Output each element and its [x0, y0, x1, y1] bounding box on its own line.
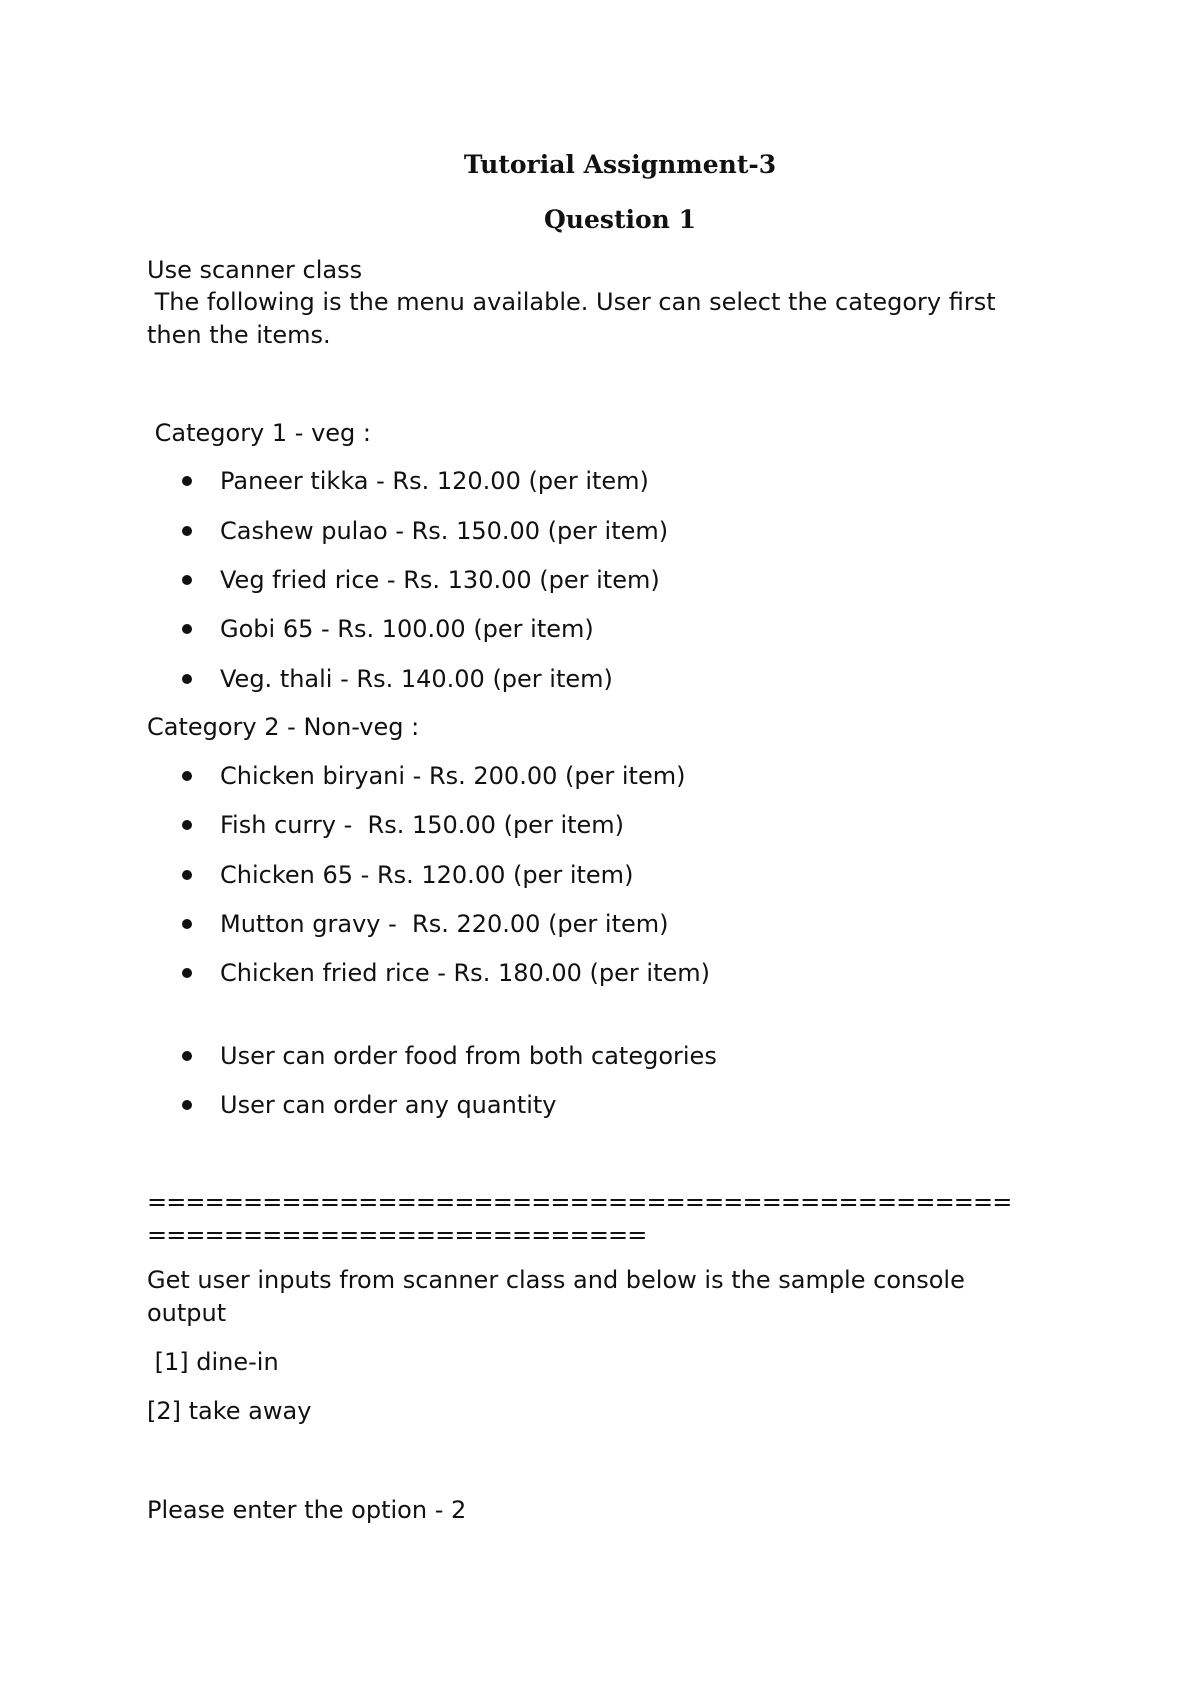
intro-line-3: then the items. [147, 321, 331, 349]
list-item: Veg fried rice - Rs. 130.00 (per item) [220, 566, 660, 594]
console-prompt: Please enter the option - 2 [147, 1496, 467, 1524]
list-item: Paneer tikka - Rs. 120.00 (per item) [220, 467, 649, 495]
intro-line-1: Use scanner class [147, 256, 363, 284]
list-item: Chicken fried rice - Rs. 180.00 (per item) [220, 959, 710, 987]
bullet-icon [182, 919, 192, 929]
separator-line-2: ========================== [147, 1221, 647, 1249]
bullet-icon [182, 771, 192, 781]
bullet-icon [182, 1100, 192, 1110]
category-1-label: Category 1 - veg : [147, 419, 371, 447]
console-option-1: [1] dine-in [147, 1348, 279, 1376]
list-item: Veg. thali - Rs. 140.00 (per item) [220, 665, 613, 693]
bullet-icon [182, 476, 192, 486]
bullet-icon [182, 820, 192, 830]
bullet-icon [182, 1051, 192, 1061]
list-item: Fish curry - Rs. 150.00 (per item) [220, 811, 625, 839]
bullet-icon [182, 575, 192, 585]
document-title: Tutorial Assignment-3 [463, 150, 777, 179]
list-item: Chicken biryani - Rs. 200.00 (per item) [220, 762, 686, 790]
bullet-icon [182, 526, 192, 536]
note-item: User can order any quantity [220, 1091, 557, 1119]
separator-line-1: ============================================= [147, 1188, 1012, 1216]
list-item: Chicken 65 - Rs. 120.00 (per item) [220, 861, 634, 889]
list-item: Cashew pulao - Rs. 150.00 (per item) [220, 517, 669, 545]
bullet-icon [182, 624, 192, 634]
intro-line-2: The following is the menu available. User can select the category first [147, 288, 996, 316]
console-intro-line-1: Get user inputs from scanner class and below is the sample console [147, 1266, 965, 1294]
bullet-icon [182, 968, 192, 978]
question-heading: Question 1 [544, 205, 696, 234]
console-intro-line-2: output [147, 1299, 227, 1327]
list-item: Mutton gravy - Rs. 220.00 (per item) [220, 910, 669, 938]
bullet-icon [182, 674, 192, 684]
list-item: Gobi 65 - Rs. 100.00 (per item) [220, 615, 594, 643]
category-2-label: Category 2 - Non-veg : [147, 713, 420, 741]
console-option-2: [2] take away [147, 1397, 312, 1425]
note-item: User can order food from both categories [220, 1042, 717, 1070]
bullet-icon [182, 870, 192, 880]
